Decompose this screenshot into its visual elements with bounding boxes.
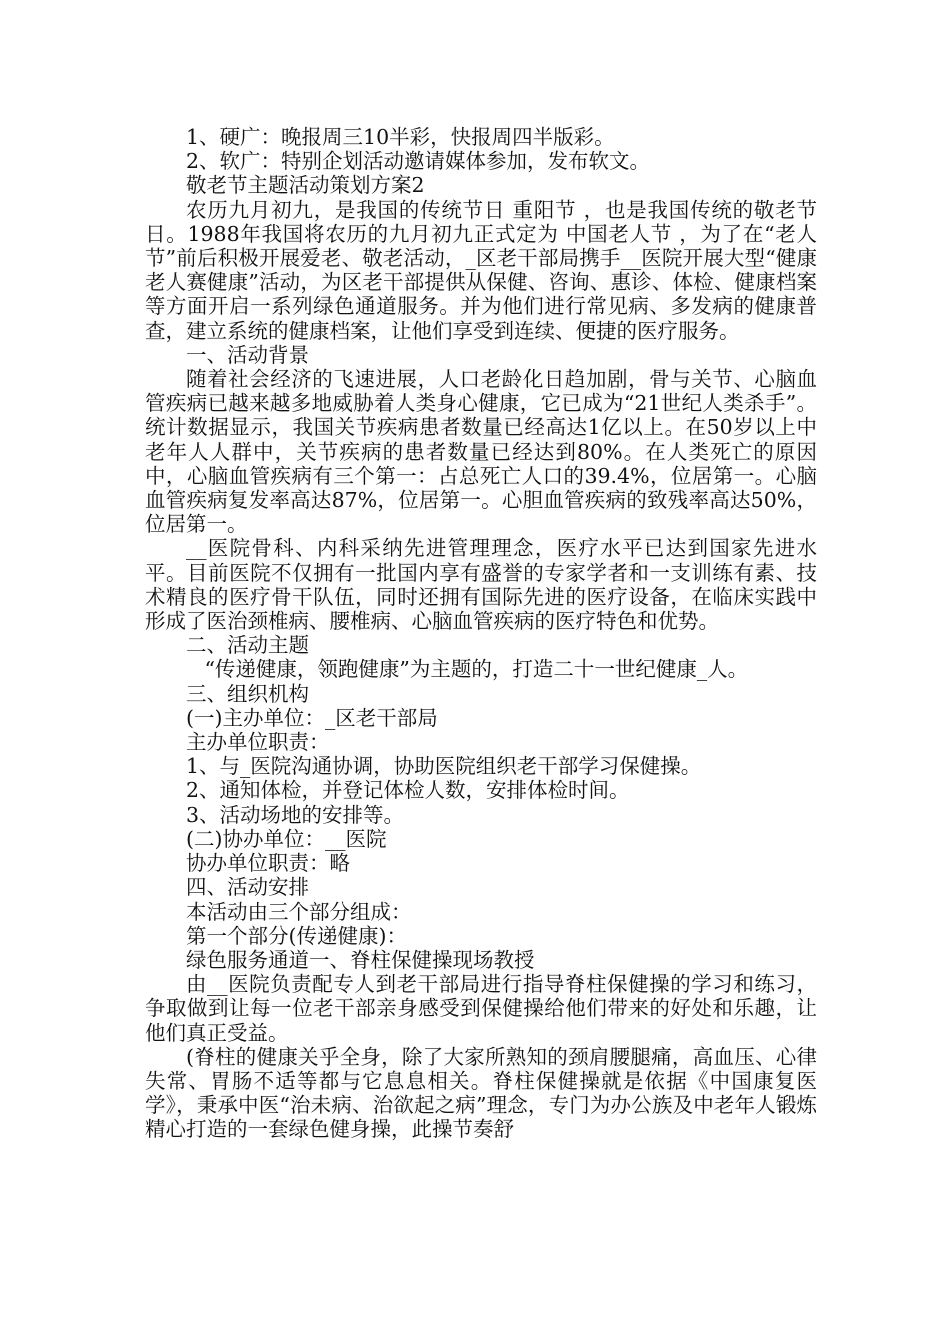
paragraph-host-duty-2: 2、通知体检，并登记体检人数，安排体检时间。: [186, 778, 630, 803]
paragraph-part-one: 第一个部分(传递健康)：: [186, 923, 407, 948]
paragraph-intro: 农历九月初九，是我国的传统节日 重阳节 ，也是我国传统的敬老节日。1988年我国将农历的九月初九正式定为 中国老人节 ，为了在“老人节”前后积极开展爱老、敬老活动，_区老干部局携手__医院开展大型“健康老人赛健康”活动，为区老干部提供从保健、咨询、惠诊、体检、健康档案等方面开启一系列绿色通道服务。并为他们进行常见病、多发病的健康普查，建立系统的健康档案，让他们享受到连续、便捷的医疗服务。: [145, 197, 817, 343]
paragraph-teaching: 由__医院负责配专人到老干部局进行指导脊柱保健操的学习和练习，争取做到让每一位老干部亲身感受到保健操给他们带来的好处和乐趣，让他们真正受益。: [145, 972, 817, 1045]
paragraph-co-host-duties: 协办单位职责：略: [186, 851, 350, 876]
heading-activity-theme: 二、活动主题: [186, 633, 309, 658]
paragraph-host-duties-label: 主办单位职责：: [186, 730, 330, 755]
heading-organization: 三、组织机构: [186, 681, 309, 706]
paragraph-co-host-unit: (二)协办单位：__医院: [186, 826, 387, 851]
paragraph-host-duty-1: 1、与_医院沟通协调，协助医院组织老干部学习保健操。: [186, 754, 702, 779]
paragraph-three-parts: 本活动由三个部分组成：: [186, 899, 412, 924]
paragraph-soft-ads: 2、软广：特别企划活动邀请媒体参加，发布软文。: [186, 149, 651, 174]
paragraph-background: 随着社会经济的飞速进展，人口老龄化日趋加剧，骨与关节、心脑血管疾病已越来越多地威胁着人类身心健康，它已成为“21世纪人类杀手”。统计数据显示，我国关节疾病患者数量已经高达1亿以上。在50岁以上中老年人人群中，关节疾病的患者数量已经达到80%。在人类死亡的原因中，心脑血管疾病有三个第一：占总死亡人口的39.4%，位居第一。心脑血管疾病复发率高达87%，位居第一。心胆血管疾病的致残率高达50%，位居第一。: [145, 367, 817, 537]
paragraph-hard-ads: 1、硬广：晚报周三10半彩，快报周四半版彩。: [186, 125, 615, 149]
section-title-plan-2: 敬老节主题活动策划方案2: [186, 173, 425, 198]
paragraph-host-duty-3: 3、活动场地的安排等。: [186, 802, 405, 827]
paragraph-spine-health: (脊柱的健康关乎全身，除了大家所熟知的颈肩腰腿痛，高血压、心律失常、胃肠不适等都与它息息相关。脊柱保健操就是依据《中国康复医学》，秉承中医“治未病、治欲起之病”理念，专门为办公族及中老年人锻炼精心打造的一套绿色健身操，此操节奏舒: [145, 1044, 817, 1142]
heading-activity-arrangement: 四、活动安排: [186, 875, 309, 900]
paragraph-host-unit: (一)主办单位：_区老干部局: [186, 705, 438, 730]
heading-activity-background: 一、活动背景: [186, 342, 309, 367]
document-body: [145, 125, 817, 1142]
paragraph-hospital: __医院骨科、内科采纳先进管理理念，医疗水平已达到国家先进水平。目前医院不仅拥有一批国内享有盛誉的专家学者和一支训练有素、技术精良的医疗骨干队伍，同时还拥有国际先进的医疗设备，在临床实践中形成了医治颈椎病、腰椎病、心脑血管疾病的医疗特色和优势。: [145, 536, 817, 634]
paragraph-theme: “传递健康，领跑健康”为主题的，打造二十一世纪健康_人。: [204, 657, 749, 682]
paragraph-green-channel-1: 绿色服务通道一、脊柱保健操现场教授: [186, 947, 535, 972]
